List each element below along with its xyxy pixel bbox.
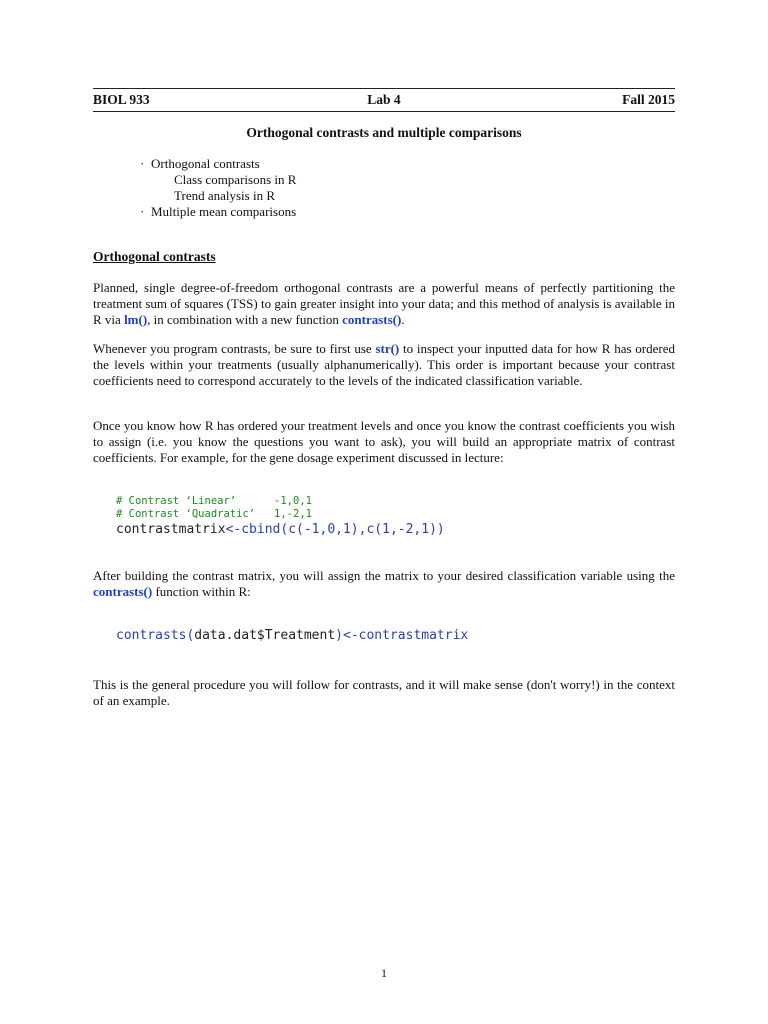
paragraph-text: Whenever you program contrasts, be sure to first use [93, 341, 376, 356]
section-heading: Orthogonal contrasts [93, 249, 216, 264]
code-block-contrasts [116, 628, 468, 643]
function-name: contrasts() [342, 312, 402, 327]
code-variable: contrastmatrix [116, 522, 226, 537]
code-function: contrasts( [116, 628, 195, 643]
paragraph-text: function within R: [152, 584, 251, 599]
paragraph-text: , in combination with a new function [147, 312, 343, 327]
outline-list [138, 156, 296, 220]
code-argument: data.dat$Treatment [194, 628, 336, 643]
paragraph-procedure: This is the general procedure you will follow for contrasts, and it will make sense (don't worry!) in the context of an example. [93, 677, 675, 708]
outline-item: · Multiple mean comparisons [138, 204, 296, 220]
function-name: str() [375, 341, 400, 356]
page-number: 1 [381, 966, 387, 980]
paragraph-text: . [401, 312, 405, 327]
code-comment: # Contrast ‘Linear’ -1,0,1 [116, 495, 312, 507]
code-assignment: )<-contrastmatrix [335, 628, 469, 643]
code-block-matrix [116, 495, 445, 539]
code-comment: # Contrast ‘Quadratic’ 1,-2,1 [116, 508, 312, 520]
outline-item: · Orthogonal contrasts [138, 156, 296, 172]
header-lab: Lab 4 [367, 92, 401, 107]
paragraph-assign [93, 568, 675, 600]
paragraph-str [93, 341, 675, 389]
page-header [93, 88, 675, 112]
code-line [116, 521, 445, 539]
paragraph-text: Planned, single degree-of-freedom orthogonal contrasts are a powerful means of perfectly partitioning the treatment sum of squares (TSS) to gain greater insight into your data; and this method of analysis is available in R via [93, 280, 675, 327]
code-expression: <-cbind(c(-1,0,1),c(1,-2,1)) [225, 522, 445, 537]
paragraph-matrix: Once you know how R has ordered your treatment levels and once you know the contrast coefficients you wish to assign (i.e. you know the questions you want to ask), you will build an appropriate matrix of contrast coefficients. For example, for the gene dosage experiment discussed in lecture: [93, 418, 675, 465]
outline-subitem: Trend analysis in R [174, 188, 275, 203]
paragraph-text: After building the contrast matrix, you will assign the matrix to your desired classification variable using the [93, 568, 675, 583]
paragraph-text: to inspect your inputted data for how R has ordered the levels within your treatments (usually alphanumerically). This order is important because your contrast coefficients need to correspond accurately to the levels of the indicated classification variable. [93, 341, 675, 388]
document-title: Orthogonal contrasts and multiple comparisons [246, 125, 522, 140]
outline-subitem: Class comparisons in R [174, 172, 297, 187]
header-term: Fall 2015 [622, 92, 675, 107]
header-course: BIOL 933 [93, 92, 150, 107]
paragraph-intro [93, 280, 675, 328]
function-name: contrasts() [93, 584, 153, 599]
function-name: lm() [124, 312, 148, 327]
